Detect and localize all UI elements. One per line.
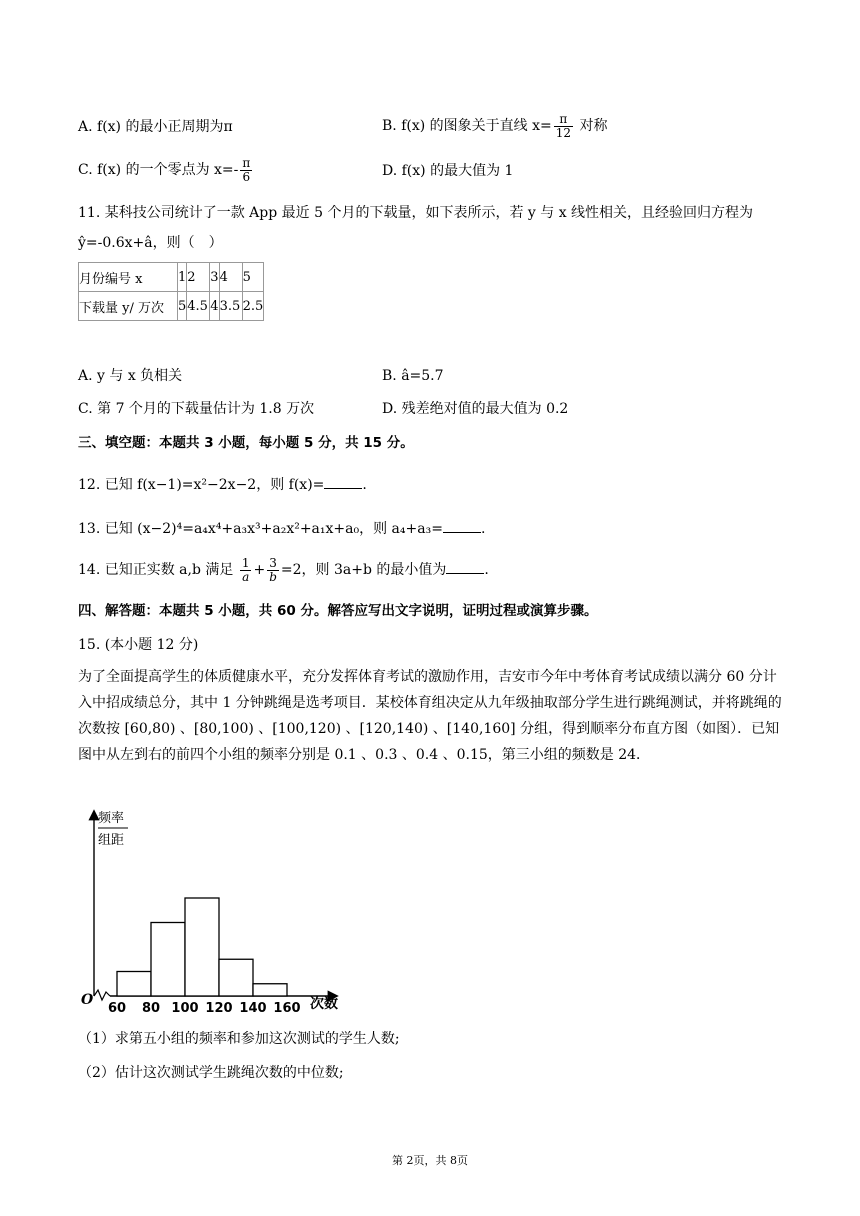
q15-part-1: （1）求第五小组的频率和参加这次测试的学生人数; (78, 1031, 400, 1047)
table-cell: 2.5 (242, 292, 264, 321)
fraction-denominator: b (269, 569, 277, 584)
q14-fraction-2 (267, 557, 279, 584)
q11-stem-cont: ŷ=-0.6x+â，则（ ） (78, 235, 223, 251)
axis-break (94, 990, 110, 1000)
q12 (78, 474, 367, 494)
section-4-heading: 四、解答题：本题共 5 小题，共 60 分。解答应写出文字说明，证明过程或演算步骤。 (78, 603, 598, 619)
q14 (78, 548, 489, 592)
histogram-bar-5 (253, 984, 287, 996)
q14-text-2: =2，则 3a+b 的最小值为 (280, 562, 447, 578)
answer-blank[interactable] (324, 474, 362, 489)
q10-option-d: D. f(x) 的最大值为 1 (382, 163, 514, 179)
q10-option-b-text: B. f(x) 的图象关于直线 x= (382, 118, 552, 134)
q11-option-d: D. 残差绝对值的最大值为 0.2 (382, 401, 569, 417)
table-cell: 5 (178, 292, 187, 321)
histogram-bar-2 (151, 923, 185, 997)
q11-option-a: A. y 与 x 负相关 (78, 368, 183, 384)
q14-plus: + (253, 562, 266, 578)
histogram-bar-4 (219, 959, 253, 996)
table-cell: 4 (210, 292, 219, 321)
q12-period: . (362, 477, 367, 493)
q11-option-c: C. 第 7 个月的下载量估计为 1.8 万次 (78, 401, 315, 417)
y-axis-label-numerator: 频率 (98, 811, 125, 826)
q14-text: 14. 已知正实数 a,b 满足 (78, 562, 234, 578)
x-tick-label: 120 (205, 1001, 233, 1016)
q10-option-c-fraction (240, 157, 252, 184)
q10-option-c (78, 150, 254, 190)
x-tick-label: 80 (141, 1001, 161, 1016)
table-cell: 月份编号 x (79, 263, 178, 292)
table-cell: 3.5 (219, 292, 242, 321)
table-cell: 4 (219, 263, 242, 292)
q13 (78, 518, 485, 538)
fraction-numerator: 3 (269, 555, 277, 570)
fraction-numerator: 1 (241, 555, 250, 570)
table-cell: 1 (178, 263, 187, 292)
q10-option-a: A. f(x) 的最小正周期为π (78, 119, 233, 135)
q10-option-b-fraction (554, 113, 573, 140)
x-tick-label: 100 (171, 1001, 199, 1016)
x-tick-label: 60 (107, 1001, 127, 1016)
x-tick-label: 160 (273, 1001, 301, 1016)
answer-blank[interactable] (443, 518, 481, 533)
q15-body: 为了全面提高学生的体质健康水平，充分发挥体育考试的激励作用，吉安市今年中考体育考试成绩以满分 60 分计入中招成绩总分，其中 1 分钟跳绳是选考项目．某校体育组决定从九年级抽取部分学生进行跳绳测试，并将跳绳的次数按 [60,80) 、[80,100) 、[100,120) 、[120,140) 、[140,160] 分组，得到顺率分布直方图（如图）．已知图中从左到右的前四个小组的频率分别是 0.1 、0.3 、0.4 、0.15，第三小组的频数是 24． (78, 669, 782, 763)
q13-period: . (480, 521, 486, 537)
fraction-denominator: 6 (240, 170, 252, 184)
q14-period: . (484, 562, 489, 578)
q11-data-table (78, 262, 264, 321)
x-tick-label: 140 (239, 1001, 267, 1016)
histogram-bar-1 (117, 972, 151, 997)
fraction-denominator: a (240, 570, 252, 584)
fraction-numerator: π (242, 155, 251, 170)
table-cell: 5 (242, 263, 264, 292)
q15-part-2: （2）估计这次测试学生跳绳次数的中位数; (78, 1065, 344, 1081)
q13-text: 13. 已知 (x−2)⁴=a₄x⁴+a₃x³+a₂x²+a₁x+a₀，则 a₄+a₃= (78, 521, 443, 537)
table-cell: 4.5 (187, 292, 210, 321)
q12-text: 12. 已知 f(x−1)=x²−2x−2，则 f(x)= (78, 477, 325, 493)
fraction-denominator: 12 (555, 125, 571, 140)
q10-option-b (382, 106, 607, 146)
q11-stem: 11. 某科技公司统计了一款 App 最近 5 个月的下载量，如下表所示，若 y 与 x 线性相关，且经验回归方程为 (78, 205, 754, 221)
table-row (79, 292, 264, 321)
q10-option-b-tail: 对称 (575, 118, 608, 134)
q11-option-b: B. â=5.7 (382, 368, 444, 384)
page-footer: 第 2页，共 8页 (392, 1154, 468, 1167)
q15-heading: 15. (本小题 12 分) (78, 637, 199, 653)
histogram-bar-3 (185, 898, 219, 996)
section-3-heading: 三、填空题：本题共 3 小题，每小题 5 分，共 15 分。 (78, 435, 414, 451)
x-axis-label: 次数 (310, 996, 338, 1012)
q10-option-c-text: C. f(x) 的一个零点为 x=- (78, 162, 239, 178)
answer-blank[interactable] (446, 559, 484, 574)
table-cell: 下载量 y/ 万次 (79, 292, 178, 321)
q14-fraction-1 (240, 557, 252, 584)
table-cell: 2 (187, 263, 210, 292)
table-cell: 3 (210, 263, 219, 292)
y-axis-label-denominator: 组距 (98, 833, 125, 848)
frequency-histogram (74, 800, 354, 1020)
table-row (79, 263, 264, 292)
origin-label: O (81, 992, 94, 1008)
fraction-numerator: π (559, 111, 568, 126)
